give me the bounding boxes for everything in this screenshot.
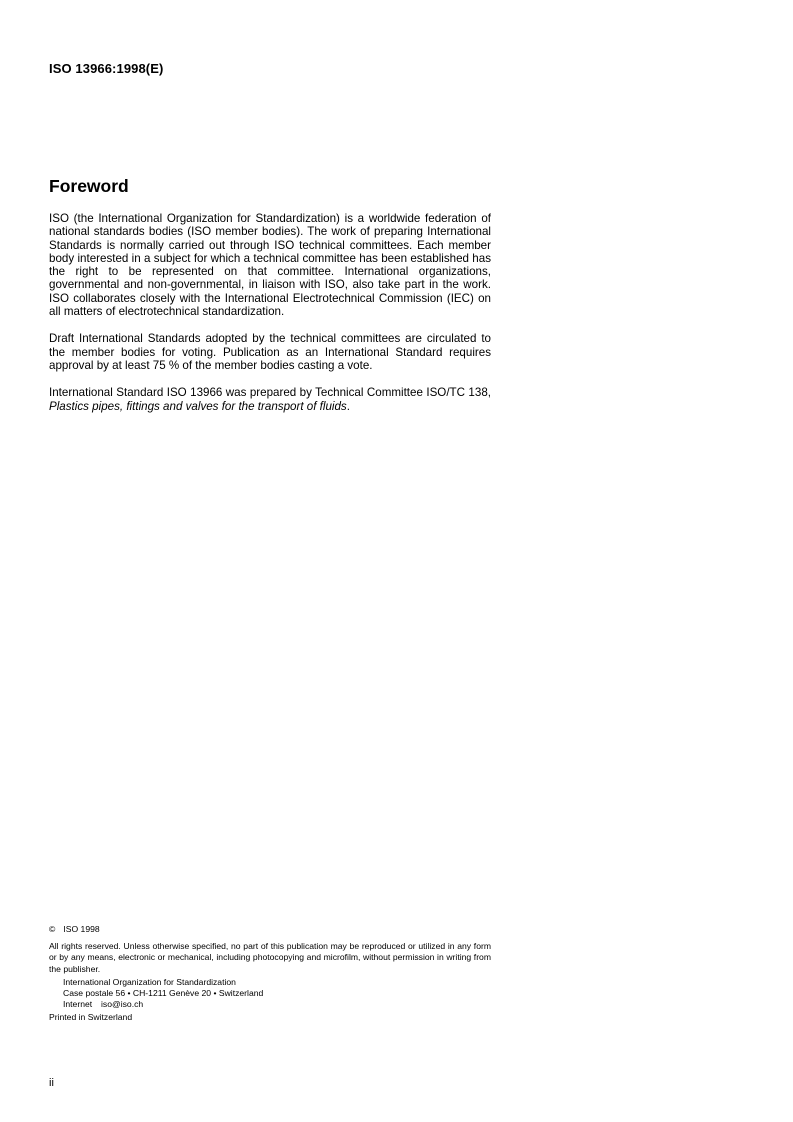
internet-label: Internet [63,999,93,1010]
page-number: ii [49,1077,54,1089]
publisher-address [63,977,491,1011]
copyright-line [49,924,491,935]
copyright-block [49,924,491,1024]
foreword-heading: Foreword [49,176,129,196]
document-identifier: ISO 13966:1998(E) [49,61,164,76]
postal-address: Case postale 56 • CH-1211 Genève 20 • Switzerland [63,988,264,999]
foreword-paragraph-2: Draft International Standards adopted by the technical committees are circulated to the member bodies for voting. Publication as an International Standard requires approval by at least 75 % of the member bodies casting a vote. [49,332,491,372]
rights-statement: All rights reserved. Unless otherwise specified, no part of this publication may be reproduced or utilized in any form or by any means, electronic or mechanical, including photocopying and microfilm, without permission in writing from the publisher. [49,941,491,974]
copyright-holder: ISO 1998 [63,924,100,934]
internet-line [63,999,491,1010]
internet-address: iso@iso.ch [101,999,144,1010]
organization-name: International Organization for Standardization [63,976,236,987]
committee-scope-title: Plastics pipes, fittings and valves for the transport of fluids [49,399,347,413]
copyright-symbol: © [49,924,56,934]
foreword-body [49,212,491,427]
paragraph-3-suffix: . [346,399,350,413]
printed-in: Printed in Switzerland [49,1012,133,1023]
foreword-paragraph-3 [49,386,491,413]
paragraph-3-prefix: International Standard ISO 13966 was prepared by Technical Committee ISO/TC 138, [49,386,491,400]
foreword-paragraph-1: ISO (the International Organization for Standardization) is a worldwide federation of national standards bodies (ISO member bodies). The work of preparing International Standards is normally carried out through ISO technical committees. Each member body interested in a subject for which a technical committee has been established has the right to be represented on that committee. International organizations, governmental and non-governmental, in liaison with ISO, also take part in the work. ISO collaborates closely with the International Electrotechnical Commission (IEC) on all matters of electrotechnical standardization. [49,212,491,319]
